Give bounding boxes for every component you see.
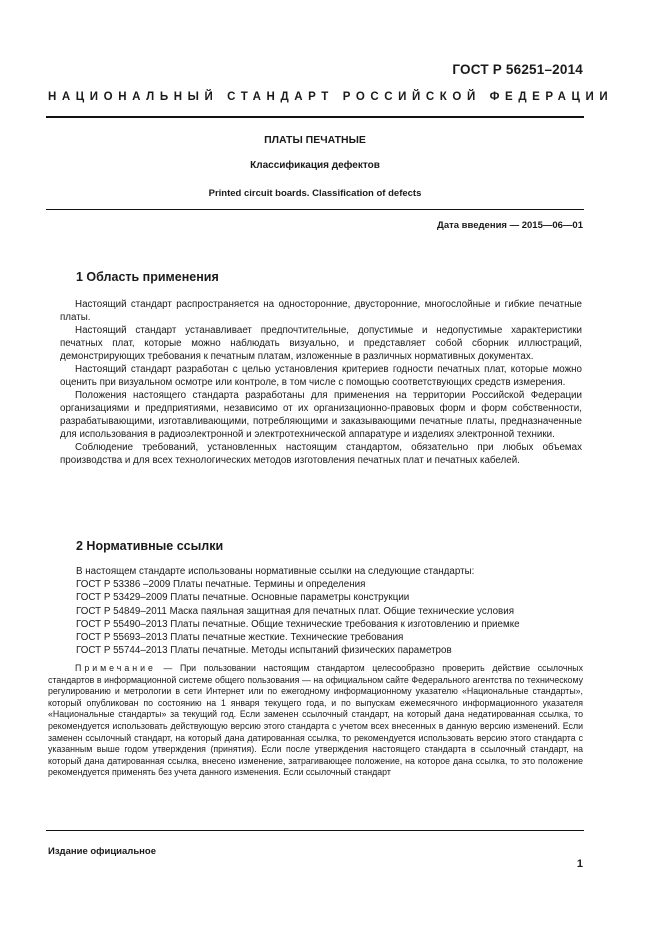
reference-item: ГОСТ Р 53386 –2009 Платы печатные. Термины и определения (76, 579, 366, 591)
reference-item: ГОСТ Р 55693–2013 Платы печатные жесткие. Технические требования (76, 632, 404, 644)
edition-label: Издание официальное (48, 846, 156, 857)
note-text: — При пользовании настоящим стандартом целесообразно проверить действие ссылочных стандартов в информационной системе общего пользования — на официальном сайте Федерального агентства по техническому регулированию и метрологии в сети Интернет или по ежегодному информационному указателю «Национальные стандарты», который опубликован по состоянию на 1 января текущего года, и по выпускам ежемесячного информационного указателя «Национальные стандарты» за текущий год. Если заменен ссылочный стандарт, на который дана недатированная ссылка, то рекомендуется использовать действующую версию этого стандарта с учетом всех внесенных в данную версию изменений. Если заменен ссылочный стандарт, на который дана датированная ссылка, то рекомендуется использовать версию этого стандарта с указанным выше годом утверждения (принятия). Если после утверждения настоящего стандарта в ссылочный стандарт, на который дана датированная ссылка, внесено изменение, затрагивающее положение, на которое дана ссылка, то это положение рекомендуется применять без учета данного изменения. Если ссылочный стандарт (48, 663, 584, 778)
paragraph: Положения настоящего стандарта разработаны для применения на территории Российской Федерации организациями и предприятиями, независимо от их организационно-правовых форм и форм собственности, разрабатывающими, изготавливающими, потребляющими и заказывающими печатные платы, предназначенные для использования в радиоэлектронной и электротехнической аппаратуре и изделиях электронной техники. (60, 390, 582, 440)
reference-item: ГОСТ Р 55744–2013 Платы печатные. Методы испытаний физических параметров (76, 645, 452, 657)
document-code: ГОСТ Р 56251–2014 (452, 62, 583, 77)
document-title-english: Printed circuit boards. Classification of defects (208, 188, 422, 199)
section-1-heading: 1 Область применения (76, 270, 219, 284)
title-divider (46, 209, 584, 210)
references-intro: В настоящем стандарте использованы нормативные ссылки на следующие стандарты: (76, 566, 475, 577)
section-1-body (60, 298, 582, 467)
document-title: ПЛАТЫ ПЕЧАТНЫЕ (264, 134, 366, 146)
references-note (48, 663, 583, 779)
paragraph: Настоящий стандарт разработан с целью установления критериев годности печатных плат, которые можно оценить при визуальном осмотре или контроле, в том числе с помощью соответствующих средств измерения. (60, 364, 582, 388)
reference-item: ГОСТ Р 53429–2009 Платы печатные. Основные параметры конструкции (76, 592, 410, 604)
note-label: Примечание (75, 663, 156, 673)
paragraph: Настоящий стандарт распространяется на односторонние, двусторонние, многослойные и гибкие печатные платы. (60, 299, 582, 323)
national-standard-banner: НАЦИОНАЛЬНЫЙ СТАНДАРТ РОССИЙСКОЙ ФЕДЕРАЦИИ (48, 91, 614, 103)
reference-item: ГОСТ Р 55490–2013 Платы печатные. Общие технические требования к изготовлению и приемке (76, 618, 520, 630)
introduction-date: Дата введения — 2015—06—01 (437, 220, 583, 231)
header-divider (46, 116, 584, 118)
page-number: 1 (576, 858, 583, 870)
document-subtitle: Классификация дефектов (250, 160, 380, 171)
section-2-heading: 2 Нормативные ссылки (76, 539, 224, 553)
footer-divider (46, 830, 584, 831)
paragraph: Соблюдение требований, установленных настоящим стандартом, обязательно при любых объемах производства и для всех технологических методов изготовления печатных плат и печатных кабелей. (60, 442, 582, 466)
reference-item: ГОСТ Р 54849–2011 Маска паяльная защитная для печатных плат. Общие технические условия (76, 605, 515, 617)
paragraph: Настоящий стандарт устанавливает предпочтительные, допустимые и недопустимые характеристики печатных плат, которые можно наблюдать визуально, и представляет собой сборник иллюстраций, демонстрирующих требования к печатным платам, изложенные в различных нормативных документах. (60, 325, 582, 362)
normative-references (76, 565, 586, 657)
